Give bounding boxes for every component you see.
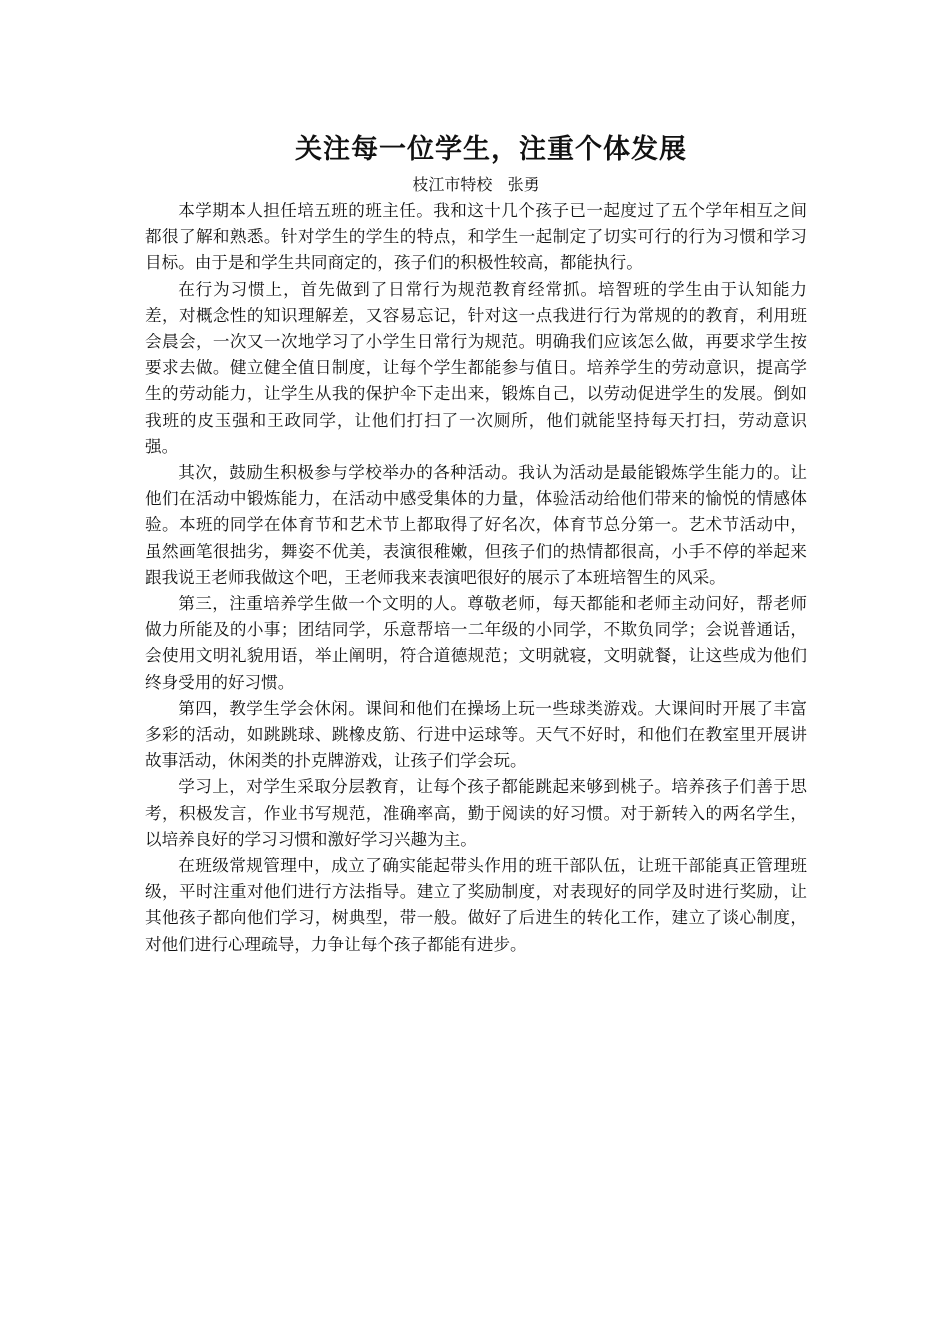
paragraph-activities: 其次，鼓励生积极参与学校举办的各种活动。我认为活动是最能锻炼学生能力的。让他们在活动中锻炼能力，在活动中感受集体的力量，体验活动给他们带来的愉悦的情感体验。本班的同学在体育节和艺术节上都取得了好名次，体育节总分第一。艺术节活动中，虽然画笔很拙劣，舞姿不优美，表演很稚嫩，但孩子们的热情都很高，小手不停的举起来跟我说王老师我做这个吧，王老师我来表演吧很好的展示了本班培智生的风采。 [145,463,807,587]
paragraph-intro: 本学期本人担任培五班的班主任。我和这十几个孩子已一起度过了五个学年相互之间都很了解和熟悉。针对学生的学生的特点，和学生一起制定了切实可行的行为习惯和学习目标。由于是和学生共同商定的，孩子们的积极性较高，都能执行。 [145,201,807,273]
paragraph-behavior-habits: 在行为习惯上，首先做到了日常行为规范教育经常抓。培智班的学生由于认知能力差，对概念性的知识理解差，又容易忘记，针对这一点我进行行为常规的的教育，利用班会晨会，一次又一次地学习了小学生日常行为规范。明确我们应该怎么做，再要求学生按要求去做。健立健全值日制度，让每个学生都能参与值日。培养学生的劳动意识，提高学生的劳动能力，让学生从我的保护伞下走出来，锻炼自己，以劳动促进学生的发展。倒如我班的皮玉强和王政同学，让他们打扫了一次厕所，他们就能坚持每天打扫，劳动意识强。 [145,279,807,456]
paragraph-class-management: 在班级常规管理中，成立了确实能起带头作用的班干部队伍，让班干部能真正管理班级，平时注重对他们进行方法指导。建立了奖励制度，对表现好的同学及时进行奖励，让其他孩子都向他们学习，树典型，带一般。做好了后进生的转化工作，建立了谈心制度，对他们进行心理疏导，力争让每个孩子都能有进步。 [145,856,807,954]
author-line: 枝江市特校 张勇 [412,175,540,194]
paragraph-study: 学习上，对学生采取分层教育，让每个孩子都能跳起来够到桃子。培养孩子们善于思考，积极发言，作业书写规范，准确率高，勤于阅读的好习惯。对于新转入的两名学生，以培养良好的学习习惯和激好学习兴趣为主。 [145,777,807,849]
paragraph-civility: 第三，注重培养学生做一个文明的人。尊敬老师，每天都能和老师主动问好，帮老师做力所能及的小事；团结同学，乐意帮培一二年级的小同学，不欺负同学；会说普通话，会使用文明礼貌用语，举止阐明，符合道德规范；文明就寝，文明就餐，让这些成为他们终身受用的好习惯。 [145,594,807,692]
document-page [145,128,807,958]
paragraph-leisure: 第四，教学生学会休闲。课间和他们在操场上玩一些球类游戏。大课间时开展了丰富多彩的活动，如跳跳球、跳橡皮筋、行进中运球等。天气不好时，和他们在教室里开展讲故事活动，休闲类的扑克牌游戏，让孩子们学会玩。 [145,698,807,771]
document-title: 关注每一位学生，注重个体发展 [295,134,687,165]
